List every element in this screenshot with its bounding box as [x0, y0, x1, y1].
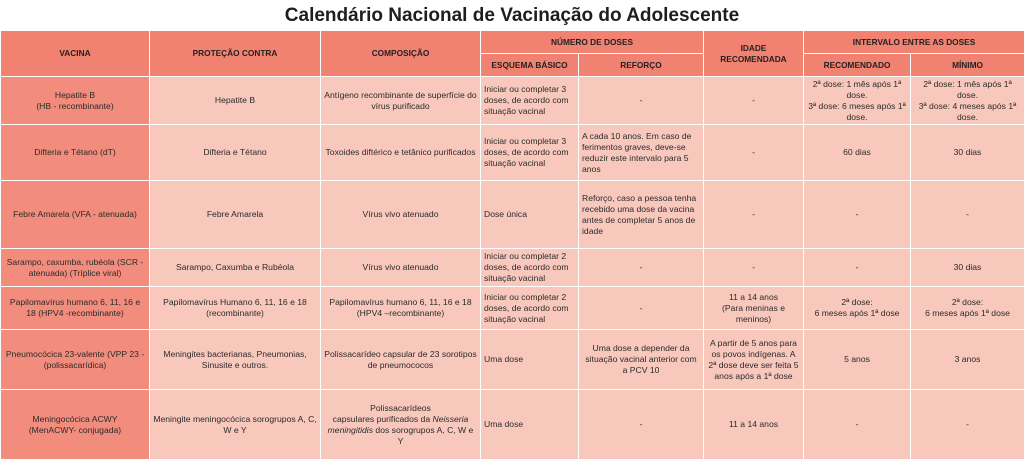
cell-vacina: Difteria e Tétano (dT) — [1, 125, 150, 181]
cell-idade: - — [704, 249, 804, 287]
cell-esquema: Uma dose — [481, 390, 579, 460]
cell-minimo: - — [911, 181, 1024, 249]
cell-minimo: 30 dias — [911, 125, 1024, 181]
cell-vacina: Papilomavírus humano 6, 11, 16 e 18 (HPV4 -recombinante) — [1, 287, 150, 330]
cell-idade: - — [704, 181, 804, 249]
cell-composicao — [321, 390, 481, 460]
table-row — [1, 287, 1024, 330]
cell-protecao: Difteria e Tétano — [150, 125, 321, 181]
cell-reforco: - — [579, 249, 704, 287]
cell-recomendado: - — [804, 181, 911, 249]
table-row — [1, 181, 1024, 249]
table-row — [1, 77, 1024, 125]
cell-esquema: Iniciar ou completar 3 doses, de acordo com situação vacinal — [481, 125, 579, 181]
table-row — [1, 125, 1024, 181]
header-numero-doses: NÚMERO DE DOSES — [481, 31, 704, 54]
cell-vacina: Pneumocócica 23-valente (VPP 23 - (polissacarídica) — [1, 330, 150, 390]
header-esquema: ESQUEMA BÁSICO — [481, 54, 579, 77]
cell-esquema: Uma dose — [481, 330, 579, 390]
header-recomendado: RECOMENDADO — [804, 54, 911, 77]
cell-minimo: 2ª dose: 6 meses após 1ª dose — [911, 287, 1024, 330]
cell-recomendado: 60 dias — [804, 125, 911, 181]
cell-composicao: Polissacarídeo capsular de 23 sorotipos de pneumococos — [321, 330, 481, 390]
cell-composicao: Toxoides diftérico e tetânico purificados — [321, 125, 481, 181]
cell-protecao: Meningites bacterianas, Pneumonias, Sinusite e outros. — [150, 330, 321, 390]
cell-idade: - — [704, 125, 804, 181]
cell-reforco: - — [579, 390, 704, 460]
composicao-text: Polissacarídeos capsulares purificados da — [332, 402, 431, 424]
vaccination-table — [0, 30, 1024, 460]
header-minimo: MÍNIMO — [911, 54, 1024, 77]
cell-recomendado: - — [804, 249, 911, 287]
cell-vacina: Hepatite B (HB - recombinante) — [1, 77, 150, 125]
cell-protecao: Hepatite B — [150, 77, 321, 125]
header-vacina: VACINA — [1, 31, 150, 77]
cell-reforco: - — [579, 287, 704, 330]
cell-recomendado: - — [804, 390, 911, 460]
cell-composicao: Vírus vivo atenuado — [321, 181, 481, 249]
cell-recomendado: 5 anos — [804, 330, 911, 390]
header-intervalo: INTERVALO ENTRE AS DOSES — [804, 31, 1024, 54]
cell-idade: A partir de 5 anos para os povos indígenas. A 2ª dose deve ser feita 5 anos após a 1ª dose — [704, 330, 804, 390]
cell-esquema: Iniciar ou completar 3 doses, de acordo com situação vacinal — [481, 77, 579, 125]
cell-recomendado: 2ª dose: 6 meses após 1ª dose — [804, 287, 911, 330]
cell-protecao: Meningite meningocócica sorogrupos A, C, W e Y — [150, 390, 321, 460]
cell-idade: 11 a 14 anos (Para meninas e meninos) — [704, 287, 804, 330]
page-title: Calendário Nacional de Vacinação do Adolescente — [0, 0, 1024, 30]
cell-vacina: Sarampo, caxumba, rubéola (SCR - atenuada) (Tríplice viral) — [1, 249, 150, 287]
header-idade: IDADE RECOMENDADA — [704, 31, 804, 77]
cell-reforco: A cada 10 anos. Em caso de ferimentos graves, deve-se reduzir este intervalo para 5 anos — [579, 125, 704, 181]
cell-esquema: Dose única — [481, 181, 579, 249]
composicao-text-end: dos sorogrupos A, C, W e Y — [373, 424, 474, 446]
cell-idade: 11 a 14 anos — [704, 390, 804, 460]
cell-idade: - — [704, 77, 804, 125]
cell-composicao: Papilomavírus humano 6, 11, 16 e 18 (HPV4 –recombinante) — [321, 287, 481, 330]
header-reforco: REFORÇO — [579, 54, 704, 77]
cell-composicao: Vírus vivo atenuado — [321, 249, 481, 287]
header-protecao: PROTEÇÃO CONTRA — [150, 31, 321, 77]
cell-minimo: - — [911, 390, 1024, 460]
cell-vacina: Febre Amarela (VFA - atenuada) — [1, 181, 150, 249]
cell-reforco: Uma dose a depender da situação vacinal anterior com a PCV 10 — [579, 330, 704, 390]
cell-protecao: Febre Amarela — [150, 181, 321, 249]
cell-reforco: Reforço, caso a pessoa tenha recebido uma dose da vacina antes de completar 5 anos de idade — [579, 181, 704, 249]
cell-minimo: 30 dias — [911, 249, 1024, 287]
cell-recomendado: 2ª dose: 1 mês após 1ª dose. 3ª dose: 6 meses após 1ª dose. — [804, 77, 911, 125]
cell-minimo: 3 anos — [911, 330, 1024, 390]
cell-reforco: - — [579, 77, 704, 125]
table-row — [1, 390, 1024, 460]
cell-esquema: Iniciar ou completar 2 doses, de acordo com situação vacinal — [481, 287, 579, 330]
cell-minimo: 2ª dose: 1 mês após 1ª dose. 3ª dose: 4 meses após 1ª dose. — [911, 77, 1024, 125]
cell-protecao: Papilomavírus Humano 6, 11, 16 e 18 (recombinante) — [150, 287, 321, 330]
species-name: Neisseria meningitidis — [327, 413, 469, 435]
cell-esquema: Iniciar ou completar 2 doses, de acordo com situação vacinal — [481, 249, 579, 287]
cell-vacina: Meningocócica ACWY (MenACWY- conjugada) — [1, 390, 150, 460]
table-row — [1, 330, 1024, 390]
header-composicao: COMPOSIÇÃO — [321, 31, 481, 77]
table-row — [1, 249, 1024, 287]
cell-composicao: Antígeno recombinante de superfície do vírus purificado — [321, 77, 481, 125]
cell-protecao: Sarampo, Caxumba e Rubéola — [150, 249, 321, 287]
